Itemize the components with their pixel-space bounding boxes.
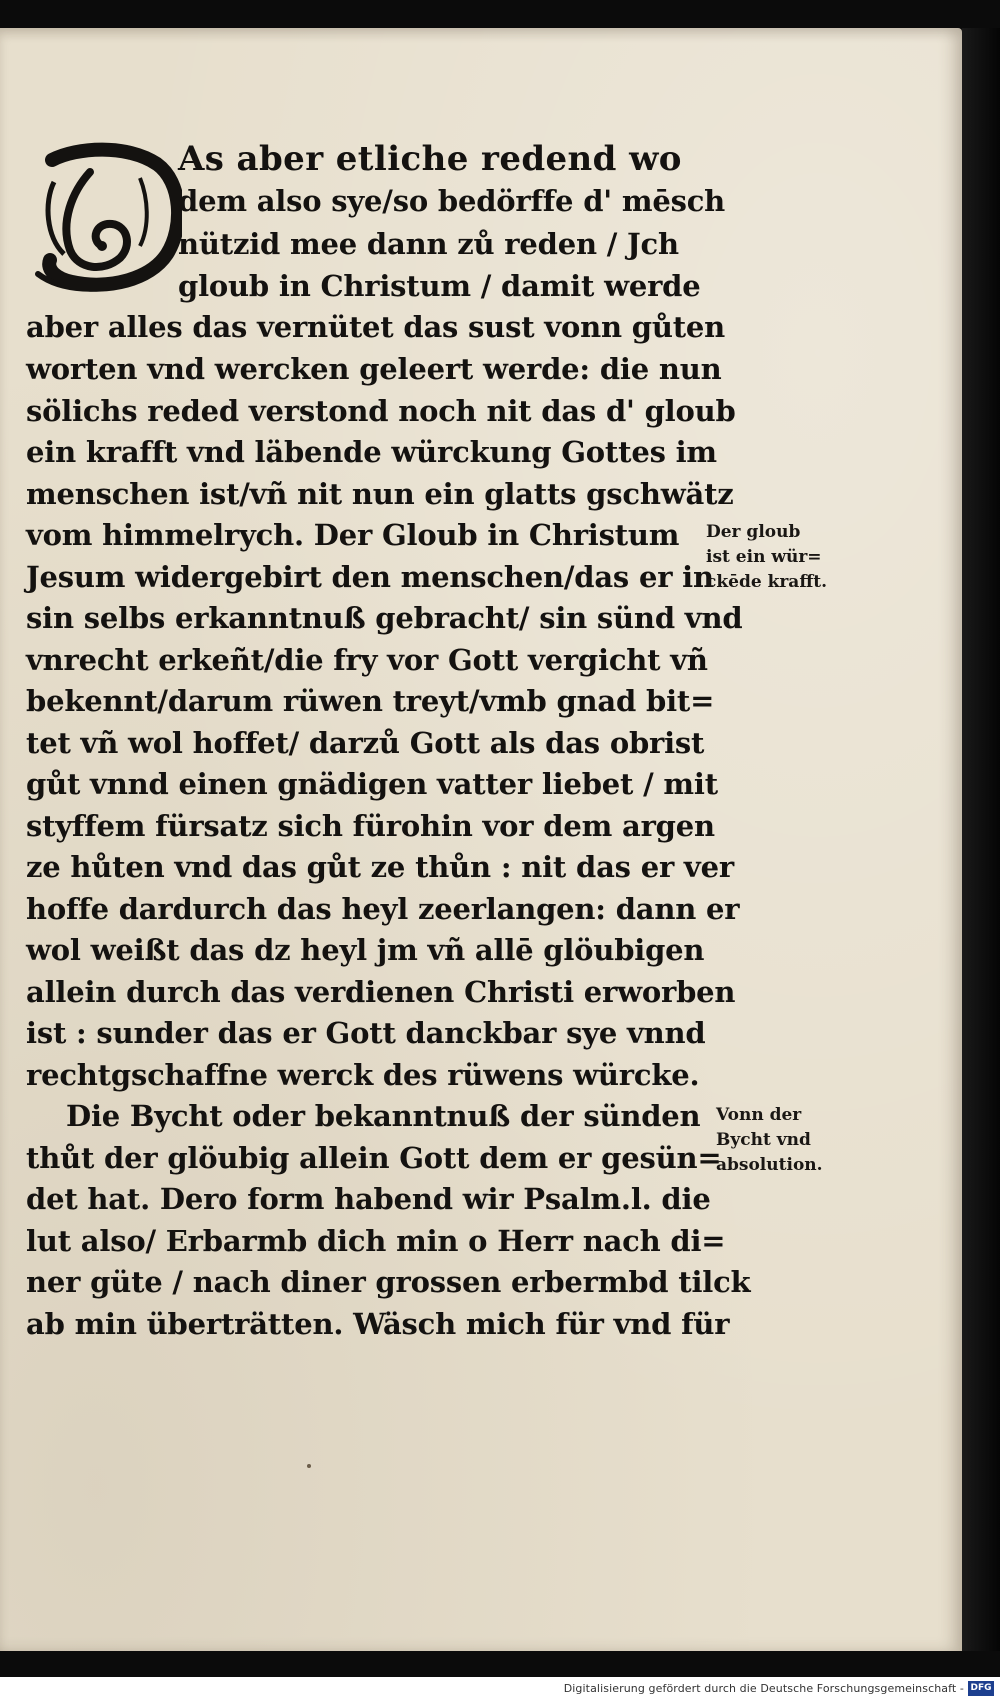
dfg-logo: DFG	[968, 1681, 994, 1696]
text-line: Jesum widergebirt den menschen/das er in	[26, 560, 714, 594]
text-line: det hat. Dero form habend wir Psalm.l. die	[26, 1182, 711, 1216]
scan-bottom-border	[0, 1651, 1000, 1677]
text-line: styffem fürsatz sich fürohin vor dem argen	[26, 809, 715, 843]
text-line: rechtgschaffne werck des rüwens würcke.	[26, 1058, 700, 1092]
text-line: worten vnd wercken geleert werde: die nun	[26, 352, 722, 386]
paper-speck	[307, 1464, 311, 1468]
text-line: dem also sye/so bedörffe d' mēsch	[178, 184, 726, 218]
margin-note-line: Vonn der	[716, 1105, 802, 1125]
margin-note-line: Bycht vnd	[716, 1130, 811, 1150]
text-line: ze hůten vnd das gůt ze thůn : nit das er ver	[26, 850, 734, 884]
text-line: bekennt/darum rüwen treyt/vmb gnad bit=	[26, 684, 715, 718]
text-line: tet vñ wol hoffet/ darzů Gott als das obrist	[26, 726, 705, 760]
margin-note-line: ckēde krafft.	[706, 572, 828, 592]
text-line: gloub in Christum / damit werde	[178, 269, 701, 303]
text-line: Die Bycht oder bekanntnuß der sünden	[66, 1099, 701, 1133]
digitization-credit: Digitalisierung gefördert durch die Deutsche Forschungsgemeinschaft -	[563, 1682, 964, 1695]
text-line: sölichs reded verstond noch nit das d' gloub	[26, 394, 736, 428]
margin-note-line: ist ein wür=	[706, 547, 822, 567]
text-line: vnrecht erkeñt/die fry vor Gott vergicht vñ	[26, 643, 708, 677]
text-line: ab min überträtten. Wäsch mich für vnd für	[26, 1307, 730, 1341]
text-line: ner güte / nach diner grossen erbermbd tilck	[26, 1265, 751, 1299]
text-line: vom himmelrych. Der Gloub in Christum	[26, 518, 680, 552]
text-line: ist : sunder das er Gott danckbar sye vnnd	[26, 1016, 706, 1050]
text-line: wol weißt das dz heyl jm vñ allē glöubigen	[26, 933, 705, 967]
text-line: allein durch das verdienen Christi erworben	[26, 975, 736, 1009]
margin-note-line: Der gloub	[706, 522, 801, 542]
text-line: menschen ist/vñ nit nun ein glatts gschwätz	[26, 477, 734, 511]
text-line: hoffe dardurch das heyl zeerlangen: dann er	[26, 892, 740, 926]
text-line: gůt vnnd einen gnädigen vatter liebet / mit	[26, 767, 718, 801]
text-line: sin selbs erkanntnuß gebracht/ sin sünd vnd	[26, 601, 743, 635]
text-line: nützid mee dann zů reden / Jch	[178, 227, 679, 261]
text-line: lut also/ Erbarmb dich min o Herr nach di=	[26, 1224, 726, 1258]
text-line: aber alles das vernütet das sust vonn gůten	[26, 310, 726, 344]
text-line: thůt der glöubig allein Gott dem er gesün=	[26, 1141, 722, 1175]
text-line: ein krafft vnd läbende würckung Gottes im	[26, 435, 717, 469]
margin-note-line: absolution.	[716, 1155, 823, 1175]
text-line: As aber etliche redend wo	[178, 139, 682, 179]
page-edge-shadow	[962, 28, 1000, 1651]
